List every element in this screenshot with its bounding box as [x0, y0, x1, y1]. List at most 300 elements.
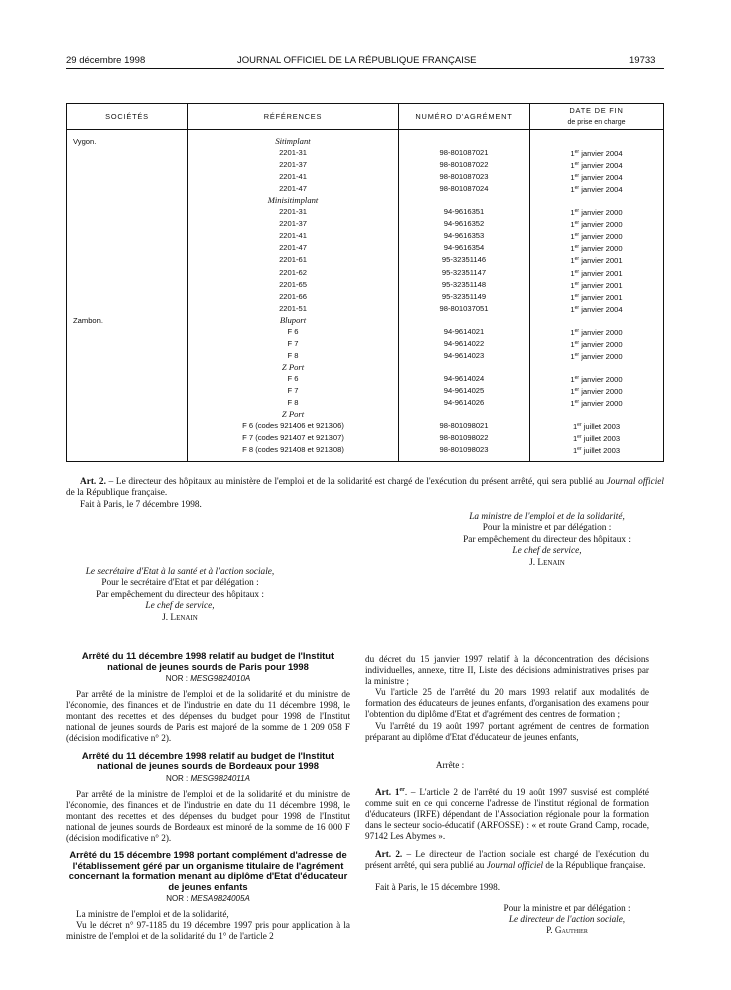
date-text: juillet 2003 — [581, 422, 621, 432]
cell-reference-text: F 8 (codes 921408 et 921308) — [242, 445, 344, 455]
date-text: janvier 2000 — [579, 220, 623, 230]
cell-societe — [67, 303, 188, 315]
cell-societe — [67, 230, 188, 242]
table-row — [67, 195, 664, 206]
cell-date — [530, 279, 664, 291]
cell-societe-text: Zambon. — [73, 315, 103, 325]
date-prefix: 1 — [572, 434, 578, 444]
cell-numero-text: 94-9616354 — [443, 243, 485, 253]
header-rule — [66, 68, 664, 69]
cell-numero — [399, 130, 530, 148]
cell-reference — [188, 267, 399, 279]
date-ordinal: er — [574, 185, 580, 192]
arrete1-nor-label: NOR : — [165, 674, 191, 683]
table-row — [67, 206, 664, 218]
arrete3-nor-label: NOR : — [166, 894, 191, 904]
cell-numero — [399, 183, 530, 195]
cell-date — [530, 315, 664, 326]
cell-numero-text: 94-9614026 — [443, 398, 485, 408]
cell-date — [530, 242, 664, 254]
arrete3-p1: La ministre de l'emploi et de la solidarité, — [76, 909, 229, 920]
cell-reference-text: 2201-47 — [279, 243, 307, 253]
cell-reference — [188, 218, 399, 230]
cell-societe — [67, 409, 188, 420]
table-row — [67, 326, 664, 338]
right-art2-text-a: – Le directeur de l'action sociale est chargé de l'exécution du présent arrêté, qui sera publié au — [365, 849, 649, 871]
date-prefix: 1 — [570, 220, 575, 230]
cell-date — [530, 171, 664, 183]
date-ordinal: er — [574, 292, 580, 299]
cell-reference-text: Z Port — [281, 361, 305, 372]
arrete3-nor — [66, 893, 350, 904]
arrete3-p2: Vu le décret n° 97-1185 du 19 décembre 1997 pris pour application à la ministre de l'emploi et de la solidarité du 1° de l'article 2 — [66, 920, 350, 942]
date-prefix: 1 — [572, 422, 578, 432]
cell-numero — [399, 444, 530, 462]
table-row — [67, 147, 664, 159]
cell-numero-text: 98-801098021 — [439, 421, 489, 431]
date-prefix: 1 — [570, 161, 575, 171]
table-row — [67, 432, 664, 444]
cell-reference — [188, 303, 399, 315]
cell-reference — [188, 130, 399, 148]
right-fait: Fait à Paris, le 15 décembre 1998. — [375, 881, 501, 892]
date-text: janvier 2000 — [579, 327, 623, 337]
right-art1 — [365, 785, 649, 843]
right-art2 — [365, 849, 649, 871]
table-row — [67, 350, 664, 362]
cell-reference — [188, 254, 399, 266]
cell-societe — [67, 444, 188, 462]
left-column — [66, 651, 350, 943]
cell-numero-text: 94-9614025 — [443, 385, 485, 395]
cell-numero — [399, 267, 530, 279]
date-ordinal: er — [574, 220, 580, 227]
cell-numero-text: 95-32351149 — [441, 291, 487, 301]
table-row — [67, 159, 664, 171]
cell-date — [530, 362, 664, 373]
date-text: juillet 2003 — [581, 434, 621, 444]
table-row — [67, 409, 664, 420]
cell-numero — [399, 432, 530, 444]
cell-numero-text: 98-801087024 — [439, 184, 489, 194]
table-row — [67, 420, 664, 432]
table-row — [67, 242, 664, 254]
arrete2-text: Par arrêté de la ministre de l'emploi et de la solidarité et du ministre de l'économie, des finances et de l'industrie en date du 11 décembre 1998, le montant des recettes et des dépenses du budget pour 1998 de l'Institut national de jeunes sourds de Bordeaux est minoré de la somme de 16 000 F (décision modificative n° 2). — [66, 788, 350, 844]
col-header-date-line1: DATE DE FIN — [569, 106, 624, 116]
agrement-table — [66, 103, 664, 462]
col-header-societes: SOCIÉTÉS — [67, 104, 188, 130]
arrete2-nor-label: NOR : — [166, 773, 191, 783]
art2-top-text-a: – Le directeur des hôpitaux au ministère de l'emploi et de la solidarité est chargé de l'exécution du présent arrêté, qui sera publié au — [105, 477, 607, 487]
cell-numero — [399, 159, 530, 171]
cell-numero-text: 94-9616352 — [443, 219, 485, 229]
cell-reference — [188, 195, 399, 206]
cell-numero — [399, 195, 530, 206]
table-row — [67, 315, 664, 326]
right-art1-text: . – L'article 2 de l'arrêté du 19 août 1997 susvisé est complété comme suit en ce qui concerne l'adresse de l'institut régional de formation d'éducateurs (IRFE) dépendant de l'Association régionale pour la formation dans le secteur socio-éducatif (ARFOSSE) : « et route Grand Camp, rocade, 97142 Les Abymes ». — [365, 786, 649, 842]
cell-reference — [188, 159, 399, 171]
cell-date — [530, 326, 664, 338]
date-prefix: 1 — [570, 339, 575, 349]
date-ordinal: er — [574, 386, 580, 393]
arrete1-title: Arrêté du 11 décembre 1998 relatif au budget de l'Institut national de jeunes sourds de Paris pour 1998 — [81, 650, 335, 672]
cell-numero — [399, 147, 530, 159]
cell-societe — [67, 242, 188, 254]
cell-reference-text: 2201-37 — [279, 160, 307, 170]
cell-reference-text: F 6 (codes 921406 et 921306) — [242, 421, 344, 431]
sig-left-name: J. Lenain — [162, 612, 198, 623]
right-sig-line1: Pour la ministre et par délégation : — [503, 902, 631, 913]
cell-reference — [188, 385, 399, 397]
table-row — [67, 267, 664, 279]
arrete1-text: Par arrêté de la ministre de l'emploi et de la solidarité et du ministre de l'économie, des finances et de l'industrie en date du 11 décembre 1998, le montant des recettes et des dépenses du budget pour 1998 de l'Institut national de jeunes sourds de Paris est majoré de la somme de 1 209 058 F (décision modificative n° 2). — [66, 689, 350, 744]
cell-date — [530, 183, 664, 195]
right-p3: Vu l'arrêté du 19 août 1997 portant agrément de centres de formation préparant au diplôme d'Etat d'éducateur de jeunes enfants, — [365, 720, 649, 742]
right-arrete: Arrête : — [435, 759, 465, 770]
cell-reference — [188, 432, 399, 444]
date-text: janvier 2004 — [579, 185, 623, 195]
cell-date — [530, 291, 664, 303]
cell-numero-text: 98-801037051 — [439, 303, 489, 313]
date-prefix: 1 — [570, 244, 575, 254]
cell-reference — [188, 350, 399, 362]
date-text: janvier 2001 — [579, 256, 623, 266]
cell-reference-text: F 6 — [287, 326, 299, 336]
cell-date — [530, 206, 664, 218]
cell-societe — [67, 397, 188, 409]
col-header-references: RÉFÉRENCES — [188, 104, 399, 130]
art2-top-text-b: de la République française. — [66, 488, 168, 499]
cell-reference-text: F 6 — [287, 373, 299, 383]
cell-reference-text: 2201-66 — [279, 291, 307, 301]
date-prefix: 1 — [570, 173, 575, 183]
date-prefix: 1 — [570, 304, 575, 314]
cell-numero-text: 95-32351148 — [441, 279, 487, 289]
sig-left-line3: Par empêchement du directeur des hôpitaux : — [96, 589, 264, 600]
cell-numero — [399, 338, 530, 350]
cell-societe — [67, 279, 188, 291]
cell-numero — [399, 409, 530, 420]
arrete3-title: Arrêté du 15 décembre 1998 portant complément d'adresse de l'établissement géré par un organisme titulaire de l'agrément concernant la formation menant au diplôme d'Etat d'éducateur de jeunes enfants — [68, 849, 348, 892]
cell-societe — [67, 147, 188, 159]
cell-numero — [399, 373, 530, 385]
cell-societe — [67, 183, 188, 195]
col-header-date — [530, 104, 664, 130]
date-text: janvier 2000 — [579, 244, 623, 254]
art2-top-journal: Journal officiel — [606, 477, 664, 487]
right-art2-text-b: de la République française. — [543, 860, 646, 871]
cell-societe — [67, 267, 188, 279]
right-art2-label: Art. 2. — [375, 849, 403, 860]
cell-date — [530, 409, 664, 420]
date-ordinal: er — [574, 374, 580, 381]
signature-right — [437, 512, 657, 569]
date-ordinal: er — [574, 304, 580, 311]
cell-societe — [67, 159, 188, 171]
cell-reference-text: Minisitimplant — [267, 195, 319, 206]
date-prefix: 1 — [570, 268, 575, 278]
cell-reference-text: 2201-51 — [279, 303, 307, 313]
cell-societe — [67, 362, 188, 373]
cell-numero — [399, 230, 530, 242]
cell-date — [530, 218, 664, 230]
table-row — [67, 444, 664, 462]
cell-reference — [188, 242, 399, 254]
cell-numero — [399, 385, 530, 397]
arrete1-nor — [66, 673, 350, 684]
date-ordinal: er — [574, 244, 580, 251]
right-art1-label: Art. 1 — [375, 786, 400, 797]
cell-reference-text: F 8 — [287, 350, 299, 360]
date-text: janvier 2000 — [579, 232, 623, 242]
cell-date — [530, 130, 664, 148]
cell-numero — [399, 254, 530, 266]
cell-societe — [67, 338, 188, 350]
cell-reference — [188, 362, 399, 373]
cell-date — [530, 350, 664, 362]
cell-numero — [399, 279, 530, 291]
art2-top-fait: Fait à Paris, le 7 décembre 1998. — [80, 500, 202, 510]
date-prefix: 1 — [570, 327, 575, 337]
header-date: 29 décembre 1998 — [66, 55, 146, 66]
date-text: janvier 2001 — [579, 280, 623, 290]
cell-societe — [67, 315, 188, 326]
cell-numero-text: 94-9614021 — [443, 326, 485, 336]
cell-reference — [188, 326, 399, 338]
date-ordinal: er — [574, 327, 580, 334]
cell-reference-text: F 8 — [287, 398, 299, 408]
date-prefix: 1 — [570, 185, 575, 195]
date-text: janvier 2004 — [579, 173, 623, 183]
cell-reference — [188, 338, 399, 350]
cell-date — [530, 432, 664, 444]
date-prefix: 1 — [570, 386, 575, 396]
date-ordinal: er — [574, 208, 580, 215]
date-prefix: 1 — [570, 399, 575, 409]
table-row — [67, 254, 664, 266]
cell-societe — [67, 130, 188, 148]
cell-reference-text: Sitimplant — [275, 136, 311, 146]
date-text: janvier 2000 — [579, 208, 623, 218]
date-ordinal: er — [574, 256, 580, 263]
date-ordinal: er — [574, 173, 580, 180]
right-p1: du décret du 15 janvier 1997 relatif à la déconcentration des décisions individuelles, annexe, titre II, Liste des décisions administratives prises par la ministre ; — [365, 654, 649, 687]
art2-top-paragraph — [66, 477, 664, 500]
date-text: janvier 2004 — [579, 304, 623, 314]
cell-reference — [188, 147, 399, 159]
cell-date — [530, 397, 664, 409]
date-text: janvier 2000 — [579, 351, 623, 361]
date-prefix: 1 — [570, 232, 575, 242]
cell-reference — [188, 291, 399, 303]
cell-numero — [399, 303, 530, 315]
arrete1-nor-value: MESG9824010A — [190, 674, 251, 683]
table-row — [67, 303, 664, 315]
date-ordinal: er — [577, 422, 582, 429]
cell-reference — [188, 397, 399, 409]
date-prefix: 1 — [570, 149, 575, 159]
right-art1-sup: er — [399, 786, 405, 793]
cell-numero-text: 94-9616353 — [443, 231, 485, 241]
arrete3-nor-value: MESA9824005A — [190, 894, 250, 904]
cell-reference-text: F 7 — [287, 385, 299, 395]
cell-reference-text: Bluport — [279, 314, 307, 325]
date-prefix: 1 — [570, 208, 575, 218]
cell-reference-text: 2201-41 — [279, 172, 307, 182]
table-row — [67, 171, 664, 183]
cell-reference-text: 2201-31 — [279, 207, 307, 217]
sig-left-line1: Le secrétaire d'Etat à la santé et à l'action sociale, — [85, 567, 275, 577]
cell-societe — [67, 385, 188, 397]
date-prefix: 1 — [570, 256, 575, 266]
cell-reference — [188, 420, 399, 432]
table-row — [67, 218, 664, 230]
cell-reference-text: Z Port — [281, 409, 305, 420]
cell-numero-text: 98-801087023 — [439, 172, 489, 182]
cell-date — [530, 373, 664, 385]
date-prefix: 1 — [570, 351, 575, 361]
date-ordinal: er — [574, 339, 580, 346]
cell-numero — [399, 218, 530, 230]
cell-societe — [67, 326, 188, 338]
date-text: janvier 2000 — [579, 386, 623, 396]
cell-reference-text: 2201-65 — [279, 279, 307, 289]
cell-reference-text: 2201-47 — [279, 184, 307, 194]
cell-date — [530, 159, 664, 171]
right-art2-journal: Journal officiel — [486, 860, 544, 871]
cell-reference — [188, 279, 399, 291]
table-row — [67, 291, 664, 303]
cell-reference-text: 2201-37 — [279, 219, 307, 229]
date-ordinal: er — [574, 351, 580, 358]
cell-societe — [67, 432, 188, 444]
right-sig-line2: Le directeur de l'action sociale, — [508, 913, 626, 924]
cell-numero-text: 94-9614024 — [443, 373, 485, 383]
table-row — [67, 183, 664, 195]
arrete2-title: Arrêté du 11 décembre 1998 relatif au budget de l'Institut national de jeunes sourds de Bordeaux pour 1998 — [81, 749, 335, 772]
table-row — [67, 230, 664, 242]
cell-numero — [399, 362, 530, 373]
cell-societe — [67, 420, 188, 432]
cell-numero — [399, 206, 530, 218]
date-ordinal: er — [574, 149, 580, 156]
date-ordinal: er — [574, 280, 580, 287]
sig-right-line2: Pour la ministre et par délégation : — [482, 523, 612, 534]
cell-numero — [399, 350, 530, 362]
cell-reference — [188, 315, 399, 326]
table-body — [67, 130, 664, 462]
cell-societe — [67, 291, 188, 303]
sig-right-line1: La ministre de l'emploi et de la solidarité, — [469, 512, 625, 522]
cell-numero — [399, 315, 530, 326]
table-row — [67, 362, 664, 373]
date-text: janvier 2000 — [579, 374, 623, 384]
date-prefix: 1 — [572, 446, 578, 456]
cell-numero-text: 94-9616351 — [443, 207, 485, 217]
cell-societe — [67, 254, 188, 266]
cell-numero-text: 98-801098022 — [439, 433, 489, 443]
cell-date — [530, 444, 664, 462]
date-text: janvier 2004 — [579, 161, 623, 171]
date-text: janvier 2000 — [579, 339, 623, 349]
cell-numero — [399, 291, 530, 303]
sig-left-line4: Le chef de service, — [145, 601, 215, 612]
date-text: janvier 2004 — [579, 149, 623, 159]
table-row — [67, 397, 664, 409]
table-row — [67, 338, 664, 350]
cell-date — [530, 420, 664, 432]
cell-societe — [67, 206, 188, 218]
cell-numero — [399, 420, 530, 432]
sig-right-line3: Par empêchement du directeur des hôpitaux : — [463, 534, 631, 545]
cell-numero-text: 98-801087022 — [439, 160, 489, 170]
cell-societe — [67, 171, 188, 183]
col-header-numero: NUMÉRO D'AGRÉMENT — [399, 104, 530, 130]
date-ordinal: er — [574, 399, 580, 406]
table-row — [67, 385, 664, 397]
date-prefix: 1 — [570, 374, 575, 384]
cell-reference — [188, 171, 399, 183]
cell-societe — [67, 195, 188, 206]
cell-societe — [67, 218, 188, 230]
right-column — [365, 654, 649, 936]
cell-reference — [188, 230, 399, 242]
cell-date — [530, 385, 664, 397]
right-p2: Vu l'article 25 de l'arrêté du 20 mars 1993 relatif aux modalités de formation des éducateurs de jeunes enfants, d'organisation des examens pour l'obtention du diplôme d'Etat et d'agrément des centres de formation ; — [365, 687, 649, 720]
cell-reference — [188, 444, 399, 462]
cell-date — [530, 338, 664, 350]
cell-numero-text: 98-801098023 — [439, 445, 489, 455]
right-sig-name: P. Gauthier — [546, 924, 588, 935]
cell-reference — [188, 409, 399, 420]
date-text: janvier 2001 — [579, 268, 623, 278]
signature-left — [62, 567, 298, 624]
cell-societe — [67, 373, 188, 385]
date-text: janvier 2001 — [579, 292, 623, 302]
cell-reference-text: F 7 (codes 921407 et 921307) — [242, 433, 344, 443]
cell-date — [530, 147, 664, 159]
cell-societe — [67, 350, 188, 362]
cell-numero — [399, 397, 530, 409]
cell-date — [530, 195, 664, 206]
cell-reference-text: 2201-62 — [279, 267, 307, 277]
date-ordinal: er — [574, 232, 580, 239]
cell-numero-text: 94-9614022 — [443, 338, 485, 348]
header-page-number: 19733 — [629, 55, 656, 66]
date-ordinal: er — [574, 161, 580, 168]
arrete2-nor-value: MESG9824011A — [190, 773, 250, 783]
cell-date — [530, 230, 664, 242]
cell-reference — [188, 183, 399, 195]
cell-numero — [399, 171, 530, 183]
cell-reference-text: F 7 — [287, 338, 299, 348]
cell-numero-text: 94-9614023 — [443, 350, 485, 360]
cell-date — [530, 254, 664, 266]
cell-numero — [399, 242, 530, 254]
cell-reference — [188, 206, 399, 218]
date-text: janvier 2000 — [579, 399, 623, 409]
cell-reference-text: 2201-41 — [279, 231, 307, 241]
date-ordinal: er — [577, 446, 582, 453]
cell-numero-text: 95-32351146 — [441, 255, 487, 265]
cell-numero — [399, 326, 530, 338]
date-ordinal: er — [577, 434, 582, 441]
art2-top-label: Art. 2. — [80, 477, 106, 487]
date-ordinal: er — [574, 268, 580, 275]
right-signature — [485, 903, 649, 936]
arrete2-nor — [66, 773, 350, 784]
date-prefix: 1 — [570, 292, 575, 302]
